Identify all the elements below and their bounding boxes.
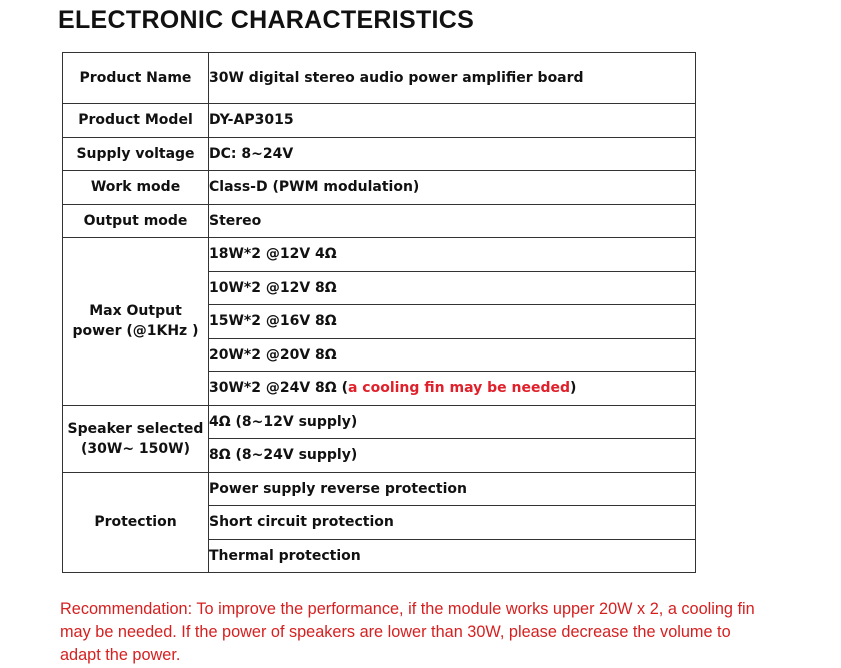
- table-row: [63, 238, 696, 272]
- max-output-value-with-note: [209, 372, 696, 406]
- table-row: [63, 171, 696, 205]
- row-label-supply-voltage: Supply voltage: [63, 137, 209, 171]
- table-row: [63, 405, 696, 439]
- row-label-product-model: Product Model: [63, 104, 209, 138]
- protection-value: Power supply reverse protection: [209, 472, 696, 506]
- speaker-value: 8Ω (8~24V supply): [209, 439, 696, 473]
- supply-voltage-value: DC: 8~24V: [209, 137, 696, 171]
- cooling-fin-note: a cooling fin may be needed: [347, 380, 570, 397]
- product-model-value: DY-AP3015: [209, 104, 696, 138]
- characteristics-table: [62, 52, 696, 573]
- max-output-value: 30W*2 @24V 8Ω (: [209, 380, 348, 397]
- product-name-value: 30W digital stereo audio power amplifier board: [209, 53, 696, 104]
- row-label-output-mode: Output mode: [63, 204, 209, 238]
- max-output-value: 20W*2 @20V 8Ω: [209, 338, 696, 372]
- protection-value: Thermal protection: [209, 539, 696, 573]
- recommendation-note: Recommendation: To improve the performance, if the module works upper 20W x 2, a cooling fin may be needed. If the power of speakers are lower than 30W, please decrease the volume to adapt the power.: [60, 600, 755, 664]
- table-row: [63, 137, 696, 171]
- row-label-speaker: Speaker selected (30W~ 150W): [63, 405, 209, 472]
- table-row: [63, 204, 696, 238]
- note-close-paren: ): [570, 380, 577, 397]
- table-row: [63, 472, 696, 506]
- max-output-value: 10W*2 @12V 8Ω: [209, 271, 696, 305]
- output-mode-value: Stereo: [209, 204, 696, 238]
- max-output-value: 18W*2 @12V 4Ω: [209, 238, 696, 272]
- page-title: ELECTRONIC CHARACTERISTICS: [58, 6, 475, 34]
- row-label-protection: Protection: [63, 472, 209, 573]
- row-label-max-output: Max Output power (@1KHz ): [63, 238, 209, 406]
- table-row: [63, 104, 696, 138]
- max-output-value: 15W*2 @16V 8Ω: [209, 305, 696, 339]
- table-row: [63, 53, 696, 104]
- row-label-product-name: Product Name: [63, 53, 209, 104]
- row-label-work-mode: Work mode: [63, 171, 209, 205]
- work-mode-value: Class-D (PWM modulation): [209, 171, 696, 205]
- protection-value: Short circuit protection: [209, 506, 696, 540]
- speaker-value: 4Ω (8~12V supply): [209, 405, 696, 439]
